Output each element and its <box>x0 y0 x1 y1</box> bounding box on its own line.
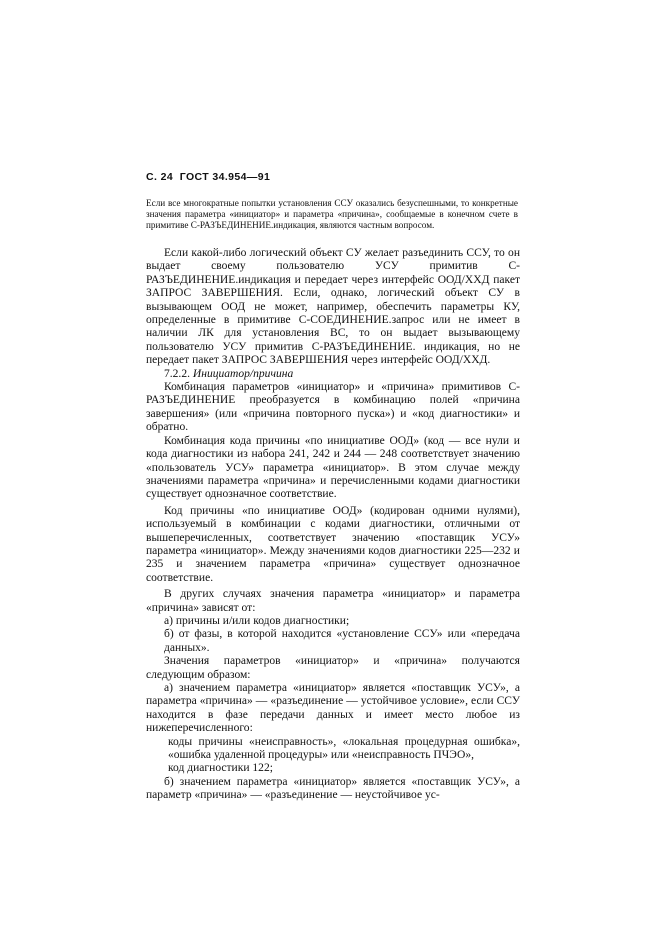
section-title: Инициатор/причина <box>192 367 294 380</box>
item-b-values: б) значением параметра «инициатор» является «поставщик УСУ», а параметр «причина» — «разъединение — неустойчивое ус- <box>146 775 520 802</box>
diagnostic-code: код диагностики 122; <box>168 762 273 775</box>
main-text <box>146 247 520 803</box>
list-item-b: б) от фазы, в которой находится «установление ССУ» или «передача данных». <box>164 628 520 654</box>
standard-code: ГОСТ 34.954—91 <box>179 171 271 183</box>
paragraph-dte-reason: Код причины «по инициативе ООД» (кодирован одними нулями), используемый в комбинации с кодами диагностики, отличными от вышеперечисленных, соответствует значению «поставщик УСУ» параметра «инициатор». Между значениями кодов диагностики 225—232 и 235 и значением параметра «причина» существует однозначное соответствие. <box>146 504 520 584</box>
section-number: 7.2.2. <box>164 367 190 380</box>
paragraph-reason-code: Комбинация кода причины «по инициативе ООД» (код — все нули и кода диагностики из набора 241, 242 и 244 — 248 соответствует значению «пользователь УСУ» параметра «инициатор». В этом случае между значениями параметра «причина» и перечисленными кодами диагностики существует однозначное соответствие. <box>146 434 520 501</box>
page-header <box>146 171 270 183</box>
page-number: С. 24 <box>146 171 174 183</box>
item-a-values: а) значением параметра «инициатор» является «поставщик УСУ», а параметра «причина» — «разъединение — устойчивое условие», если ССУ находится в фазе передачи данных и имеет место любое из нижеперечисленного: <box>146 682 520 735</box>
codes-list: коды причины «неисправность», «локальная процедурная ошибка», «ошибка удаленной процедуры» или «неисправность ПЧЭО», <box>168 735 520 762</box>
paragraph-values: Значения параметров «инициатор» и «причина» получаются следующим образом: <box>146 655 520 681</box>
paragraph-other-cases: В других случаях значения параметра «инициатор» и параметра «причина» зависят от: <box>146 588 520 614</box>
paragraph-disconnect: Если какой-либо логический объект СУ желает разъединить ССУ, то он выдает своему пользователю УСУ примитив С-РАЗЪЕДИНЕНИЕ.индикация и передает через интерфейс ООД/ХХД пакет ЗАПРОС ЗАВЕРШЕНИЯ. Если, однако, логический объект СУ в вызывающем ООД не может, например, обеспечить параметры КУ, определенные в примитиве С-СОЕДИНЕНИЕ.запрос или не имеет в наличии ЛК для установления ВС, то он выдает вызывающему пользователю УСУ примитив С-РАЗЪЕДИНЕНИЕ. индикация, но не передает пакет ЗАПРОС ЗАВЕРШЕНИЯ через интерфейс ООД/ХХД. <box>146 247 520 367</box>
section-heading <box>146 368 520 381</box>
footnote-block: Если все многократные попытки установления ССУ оказались безуспешными, то конкретные значения параметра «инициатор» и параметра «причина», сообщаемые в конечном счете в примитиве С-РАЗЪЕДИНЕНИЕ.индикация, являются частным вопросом. <box>146 198 518 231</box>
paragraph-combination: Комбинация параметров «инициатор» и «причина» примитивов С-РАЗЪЕДИНЕНИЕ преобразуется в комбинацию полей «причина завершения» (или «причина повторного пуска») и «код диагностики» и обратно. <box>146 381 520 434</box>
list-item-a: а) причины и/или кодов диагностики; <box>164 614 350 627</box>
